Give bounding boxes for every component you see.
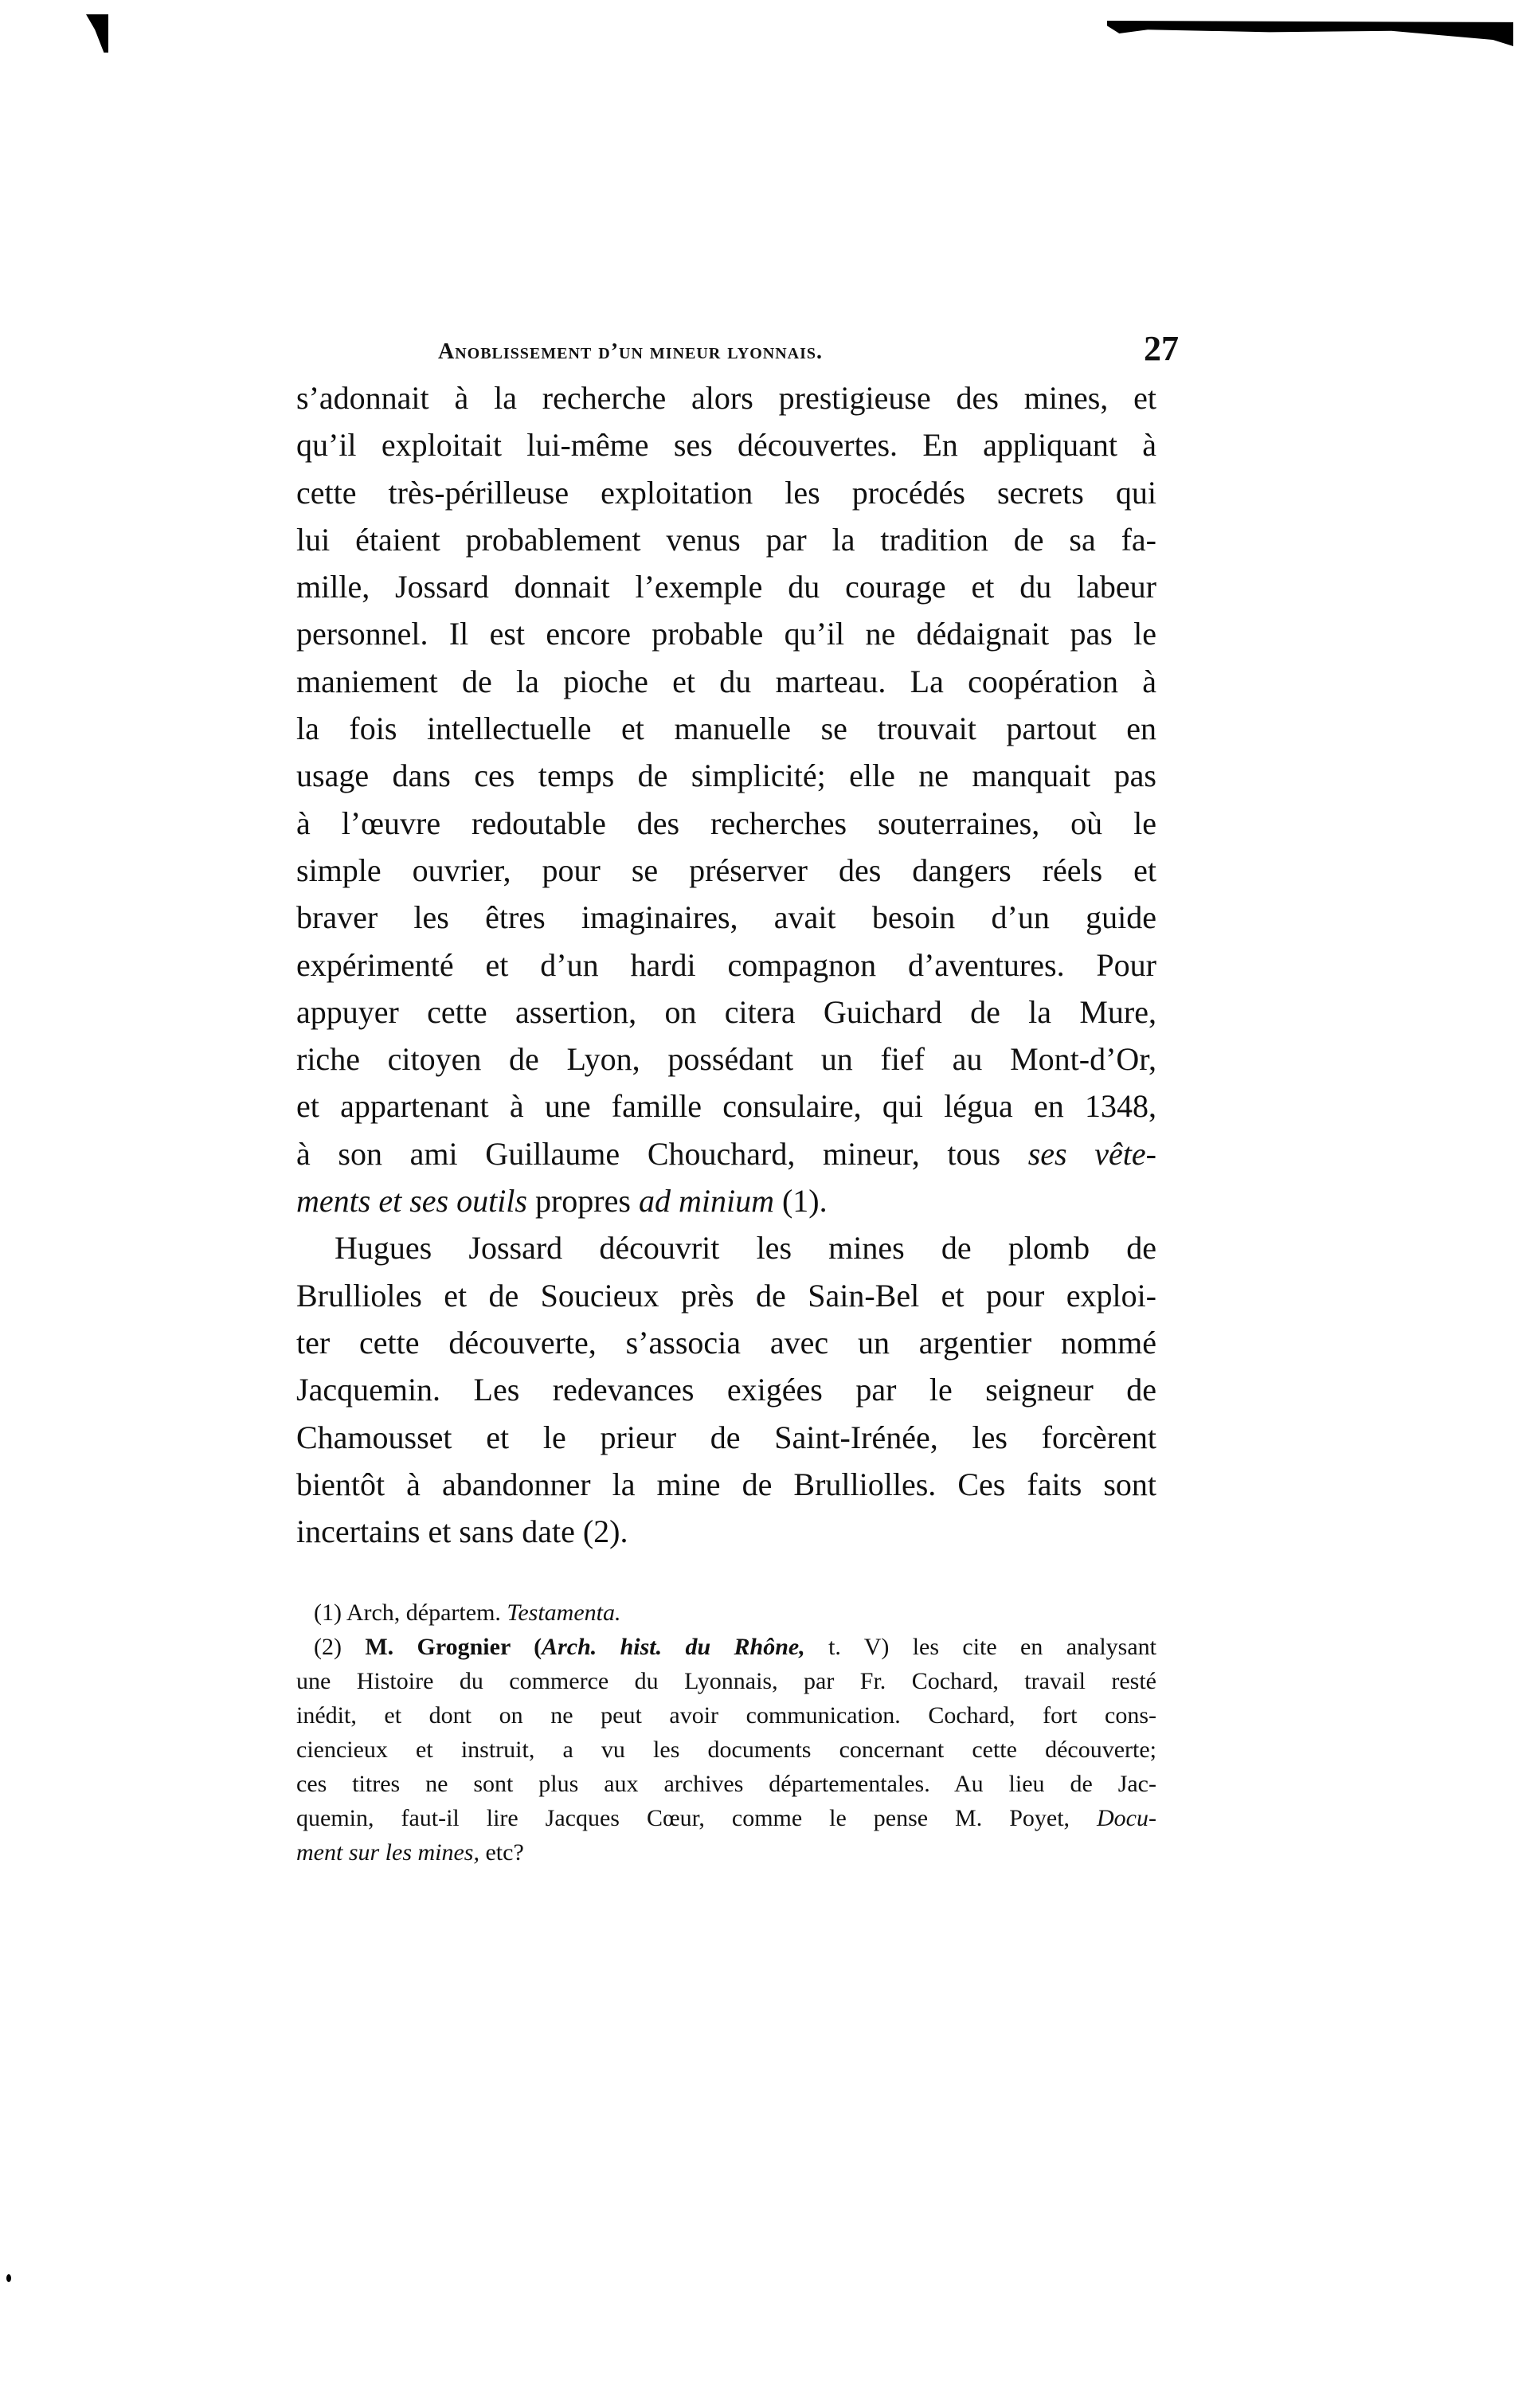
text-line (296, 1130, 1156, 1177)
text-line (296, 1177, 1156, 1224)
italic-run: ments et ses outils (296, 1183, 527, 1220)
italic-run: ses vête- (1027, 1135, 1156, 1172)
footnote-1 (296, 1596, 1156, 1630)
body-text (296, 374, 1156, 1555)
footnote-2-line: ces titres ne sont plus aux archives départementales. Au lieu de Jac- (296, 1771, 1156, 1797)
text-line: lui étaient probablement venus par la tradition de sa fa- (296, 521, 1156, 558)
text-line: à l’œuvre redoutable des recherches souterraines, où le (296, 805, 1156, 841)
text-line: qu’il exploitait lui-même ses découvertes. En appliquant à (296, 427, 1156, 464)
scan-artifact-top-right (1107, 21, 1513, 46)
running-head (438, 327, 1179, 374)
paragraph-2-line: Hugues Jossard découvrit les mines de plomb de (335, 1230, 1156, 1267)
footnote-marker: (2) (314, 1634, 342, 1660)
text-line: mille, Jossard donnait l’exemple du courage et du labeur (296, 569, 1156, 605)
footnote-italic: ment sur les mines, (296, 1839, 479, 1866)
footnote-italic: Docu- (1097, 1805, 1156, 1831)
footnote-author: M. Grognier ( (341, 1634, 542, 1660)
footnote-text: etc? (479, 1839, 524, 1866)
paragraph-2-line: Brullioles et de Soucieux près de Sain-Bel et pour exploi- (296, 1277, 1156, 1314)
text-line: et appartenant à une famille consulaire, qui légua en 1348, (296, 1088, 1156, 1125)
text-line: personnel. Il est encore probable qu’il ne dédaignait pas le (296, 616, 1156, 652)
footnote-2-line (296, 1835, 1156, 1870)
paragraph-2-line: ter cette découverte, s’associa avec un argentier nommé (296, 1324, 1156, 1361)
scan-artifact-top-left (86, 14, 108, 53)
footnote-2-line (296, 1801, 1156, 1835)
footnote-text: quemin, faut-il lire Jacques Cœur, comme le pense M. Poyet, (296, 1805, 1098, 1831)
footnote-2-line: une Histoire du commerce du Lyonnais, par Fr. Cochard, travail resté (296, 1668, 1156, 1694)
paragraph-2-line: incertains et sans date (2). (296, 1513, 628, 1550)
text-line: expérimenté et d’un hardi compagnon d’aventures. Pour (296, 946, 1156, 983)
footnote-marker: (1) (314, 1599, 342, 1626)
footnote-2 (296, 1630, 1156, 1664)
text-line: simple ouvrier, pour se préserver des dangers réels et (296, 852, 1156, 888)
paragraph-2-line: bientôt à abandonner la mine de Brulliolles. Ces faits sont (296, 1466, 1156, 1502)
text-line: riche citoyen de Lyon, possédant un fief au Mont-d’Or, (296, 1041, 1156, 1078)
page-number: 27 (1144, 329, 1179, 368)
footnote-source: Arch. hist. du Rhône, (542, 1634, 805, 1660)
footnotes (296, 1596, 1156, 1870)
paragraph-2-line: Chamousset et le prieur de Saint-Irénée, les forcèrent (296, 1419, 1156, 1455)
text-run: à son ami Guillaume Chouchard, mineur, tous (296, 1135, 1028, 1172)
italic-run: ad minium (638, 1183, 774, 1220)
text-line: appuyer cette assertion, on citera Guichard de la Mure, (296, 993, 1156, 1030)
scan-speck (6, 2274, 11, 2282)
footnote-italic: Testamenta. (507, 1599, 621, 1626)
text-line: maniement de la pioche et du marteau. La coopération à (296, 663, 1156, 699)
footnote-2-line: inédit, et dont on ne peut avoir communication. Cochard, fort cons- (296, 1702, 1156, 1729)
footnote-text: Arch, départem. (341, 1599, 507, 1626)
text-run: propres (526, 1183, 639, 1220)
running-title: Anoblissement d’un mineur lyonnais. (438, 339, 823, 364)
text-line: usage dans ces temps de simplicité; elle ne manquait pas (296, 758, 1156, 794)
footnote-ref-1: (1). (773, 1183, 828, 1220)
paragraph-2-line: Jacquemin. Les redevances exigées par le seigneur de (296, 1372, 1156, 1408)
text-line: s’adonnait à la recherche alors prestigieuse des mines, et (296, 380, 1156, 416)
footnote-2-line: ciencieux et instruit, a vu les documents concernant cette découverte; (296, 1737, 1156, 1763)
text-line: braver les êtres imaginaires, avait besoin d’un guide (296, 899, 1156, 936)
footnote-text: t. V) les cite en analysant (804, 1634, 1157, 1660)
text-line: cette très-périlleuse exploitation les procédés secrets qui (296, 474, 1156, 511)
text-line: la fois intellectuelle et manuelle se trouvait partout en (296, 711, 1156, 747)
